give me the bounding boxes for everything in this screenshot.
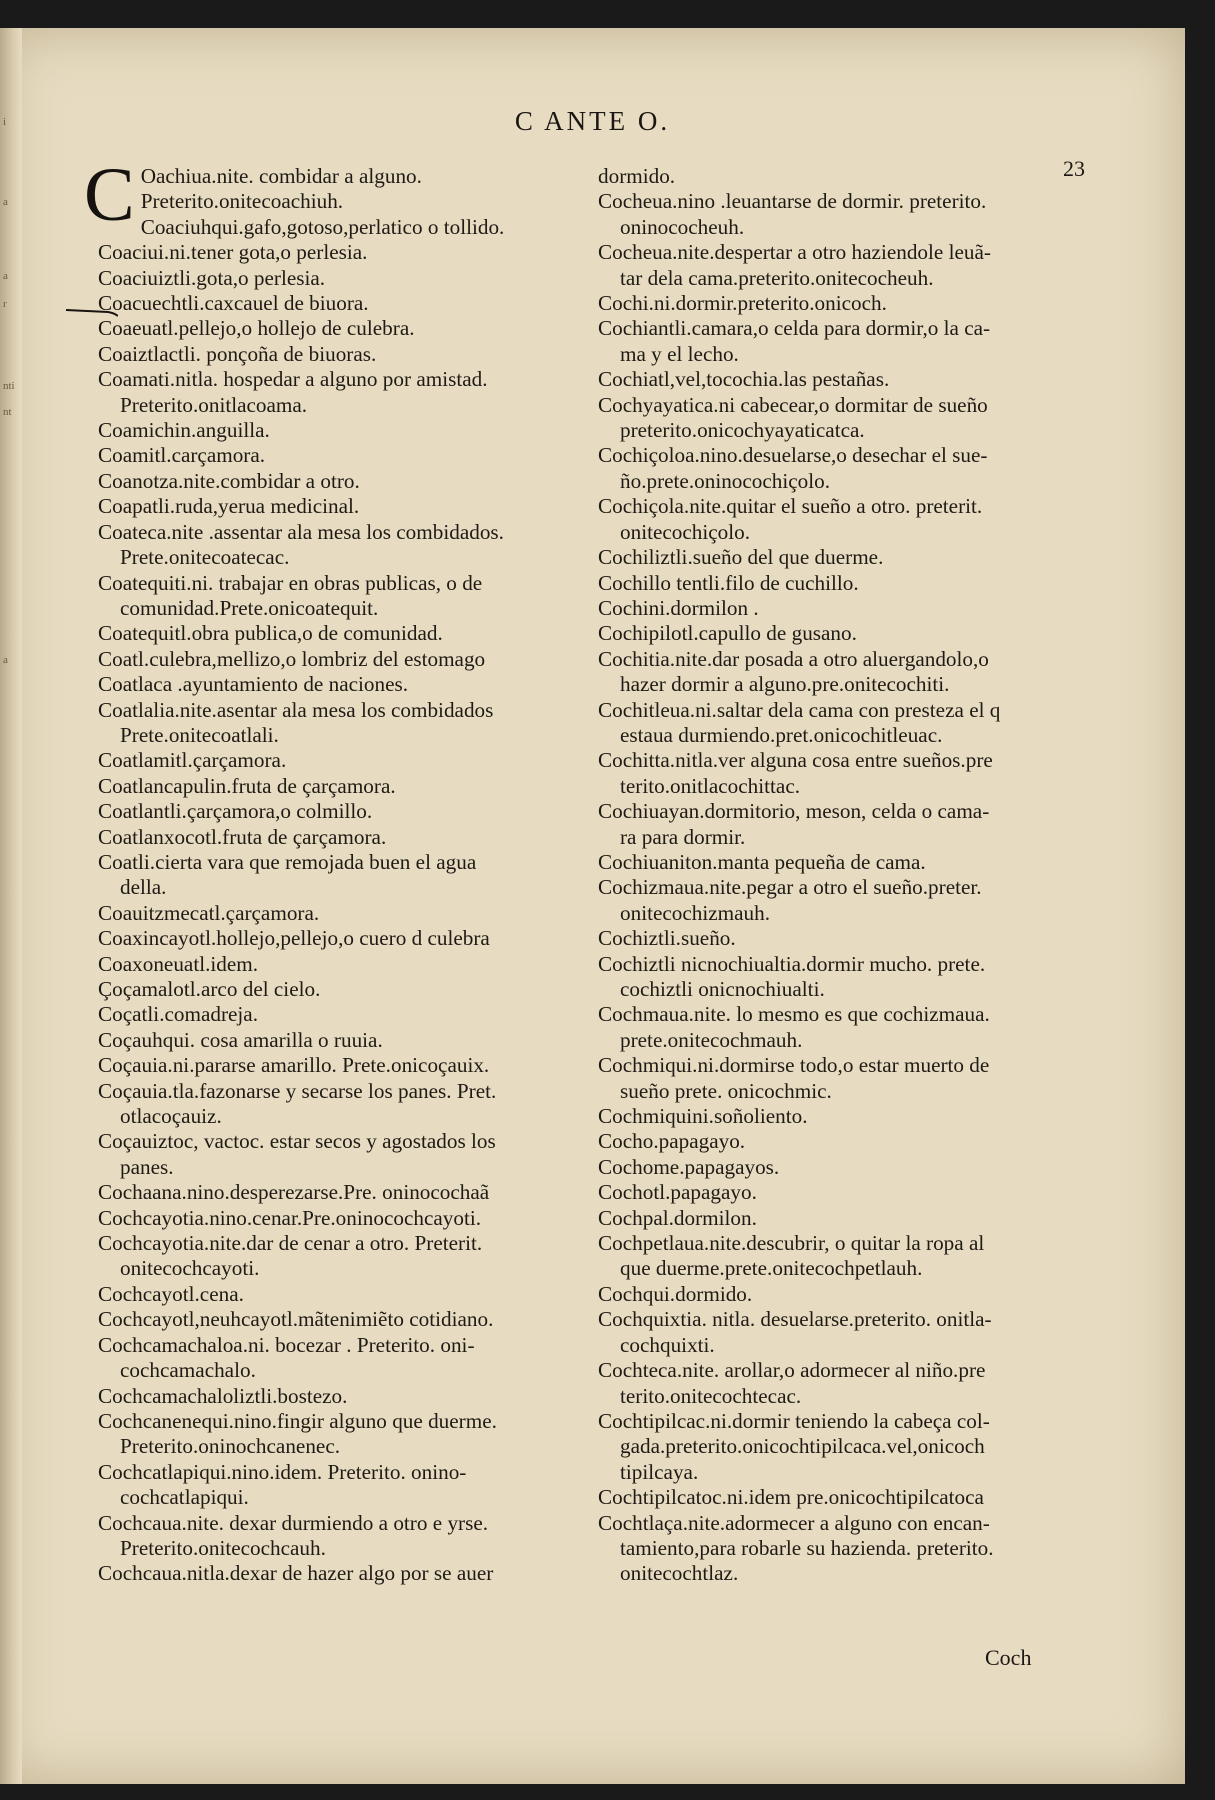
entry-continuation: onitecochcayoti.: [120, 1256, 260, 1281]
dictionary-entry: [98, 1231, 588, 1282]
dictionary-entry: [98, 266, 588, 291]
entry-continuation: gada.preterito.onicochtipilcaca.vel,onicoch: [620, 1434, 985, 1459]
entry-headline: Cochitleua.ni.saltar dela cama con presteza el q: [598, 697, 1001, 722]
entry-headline: Cochcatlapiqui.nino.idem. Preterito. onino-: [98, 1459, 467, 1484]
entry-continuation: tamiento,para robarle su hazienda. preterito.: [620, 1535, 994, 1560]
entry-continuation: que duerme.prete.onitecochpetlauh.: [620, 1256, 923, 1281]
entry-headline: Coamitl.carçamora.: [98, 443, 266, 468]
dictionary-entry: [598, 596, 1076, 621]
dictionary-entry: [98, 494, 588, 519]
dictionary-entry: [98, 316, 588, 341]
dictionary-entry: [98, 1002, 588, 1027]
dictionary-entry: [98, 952, 588, 977]
dictionary-entry: [98, 342, 588, 367]
entry-headline: Cocheua.nino .leuantarse de dormir. preterito.: [598, 189, 987, 214]
entry-headline: Coçauhqui. cosa amarilla o ruuia.: [98, 1027, 383, 1052]
entry-headline: Cochiliztli.sueño del que duerme.: [598, 545, 884, 570]
entry-continuation: tipilcaya.: [620, 1459, 699, 1484]
dictionary-entry: [598, 621, 1076, 646]
entry-headline: Cochiçoloa.nino.desuelarse,o desechar el sue-: [598, 443, 988, 468]
margin-fragment: nti: [3, 380, 15, 392]
entry-headline: Cochtipilcac.ni.dormir teniendo la cabeça col-: [598, 1408, 990, 1433]
catchword: Coch: [985, 1645, 1032, 1670]
dictionary-entry: [598, 545, 1076, 570]
entry-headline: Cocho.papagayo.: [598, 1129, 746, 1154]
entry-headline: Cochyayatica.ni cabecear,o dormitar de sueño: [598, 392, 988, 417]
dictionary-entry: [98, 850, 588, 901]
dictionary-entry: [598, 1180, 1076, 1205]
entry-continuation: comunidad.Prete.onicoatequit.: [120, 595, 379, 620]
dictionary-entry: [598, 1155, 1076, 1180]
margin-fragment: nt: [3, 406, 12, 418]
dictionary-entry: [98, 799, 588, 824]
dictionary-entry: [98, 1180, 588, 1205]
entry-continuation: ra para dormir.: [620, 824, 746, 849]
entry-continuation: preterito.onicochyayaticatca.: [620, 418, 865, 443]
entry-continuation: otlacoçauiz.: [120, 1104, 222, 1129]
entry-headline: Cochcayotia.nite.dar de cenar a otro. Preterit.: [98, 1231, 483, 1256]
entry-headline: Cochcaua.nite. dexar durmiendo a otro e yrse.: [98, 1510, 489, 1535]
entry-headline: Cochiçola.nite.quitar el sueño a otro. preterit.: [598, 494, 983, 519]
entry-continuation: hazer dormir a alguno.pre.onitecochiti.: [620, 672, 950, 697]
page-gutter: [0, 28, 22, 1784]
entry-headline: Coaxoneuatl.idem.: [98, 951, 259, 976]
dictionary-entry: [98, 1206, 588, 1231]
entry-continuation: cochcamachalo.: [120, 1358, 256, 1383]
entry-headline: Cochqui.dormido.: [598, 1281, 753, 1306]
dictionary-entry: [98, 774, 588, 799]
entry-continuation: Preterito.onitlacoama.: [120, 392, 308, 417]
dictionary-entry: [98, 1511, 588, 1562]
entry-headline: Cochteca.nite. arollar,o adormecer al niño.pre: [598, 1358, 986, 1383]
dictionary-entry: [98, 825, 588, 850]
entry-continuation: panes.: [120, 1154, 174, 1179]
entry-headline: Cochiuaniton.manta pequeña de cama.: [598, 849, 926, 874]
entry-headline: Cochmiquini.soñoliento.: [598, 1104, 808, 1129]
entry-headline: Coatlanxocotl.fruta de çarçamora.: [98, 824, 387, 849]
margin-fragment: a: [3, 654, 8, 666]
entry-headline: Coanotza.nite.combidar a otro.: [98, 468, 360, 493]
entry-continuation: oninococheuh.: [620, 214, 745, 239]
drop-cap-initial: C: [84, 153, 135, 237]
entry-headline: Coaxincayotl.hollejo,pellejo,o cuero d culebra: [98, 926, 490, 951]
entry-headline: Cochitta.nitla.ver alguna cosa entre sueños.pre: [598, 748, 993, 773]
entry-continuation: cochcatlapiqui.: [120, 1485, 249, 1510]
entry-headline: Coatlantli.çarçamora,o colmillo.: [98, 799, 373, 824]
dictionary-entry: [98, 748, 588, 773]
entry-headline: Cochtlaça.nite.adormecer a alguno con encan-: [598, 1510, 990, 1535]
entry-headline: Coçauia.ni.pararse amarillo. Prete.onicoçauix.: [98, 1053, 490, 1078]
dictionary-entry: [98, 1561, 588, 1586]
dictionary-entry: [598, 1002, 1076, 1053]
entry-continuation: prete.onitecochmauh.: [620, 1027, 803, 1052]
entry-continuation: onitecochizmauh.: [620, 900, 771, 925]
margin-fragment: a: [3, 270, 8, 282]
entry-continuation: Prete.onitecoatlali.: [120, 722, 279, 747]
entry-headline: Cochcanenequi.nino.fingir alguno que duerme.: [98, 1408, 497, 1433]
dictionary-entry: [98, 1079, 588, 1130]
dictionary-entry: [98, 1028, 588, 1053]
dictionary-entry: [98, 977, 588, 1002]
entry-headline: Cocheua.nite.despertar a otro haziendole leuã-: [598, 240, 991, 265]
entry-headline: Coatequiti.ni. trabajar en obras publicas, o de: [98, 570, 483, 595]
entry-headline: Coatlancapulin.fruta de çarçamora.: [98, 773, 396, 798]
entry-headline: Oachiua.nite. combidar a alguno.: [140, 164, 422, 188]
entry-headline: Cochpetlaua.nite.descubrir, o quitar la ropa al: [598, 1231, 985, 1256]
dictionary-entry: [598, 494, 1076, 545]
dictionary-entry: [598, 316, 1076, 367]
entry-headline: Cochtipilcatoc.ni.idem pre.onicochtipilcatoca: [598, 1485, 984, 1510]
entry-headline: Cochipilotl.capullo de gusano.: [598, 621, 857, 646]
dictionary-entry: [598, 164, 1076, 189]
dictionary-entry: [598, 240, 1076, 291]
entry-headline: Cochcaua.nitla.dexar de hazer algo por se auer: [98, 1561, 494, 1586]
entry-headline: Cochiuayan.dormitorio, meson, celda o cama-: [598, 799, 990, 824]
entry-headline: Coamati.nitla. hospedar a alguno por amistad.: [98, 367, 488, 392]
dictionary-entry: [598, 1206, 1076, 1231]
dictionary-entry: [98, 672, 588, 697]
dictionary-entry: [98, 1307, 588, 1332]
dictionary-entry: [98, 291, 588, 316]
entry-headline: Coamichin.anguilla.: [98, 418, 270, 443]
entry-headline: Coaciuhqui.gafo,gotoso,perlatico o tollido.: [140, 214, 505, 239]
dictionary-entry: [98, 1384, 588, 1409]
entry-continuation: tar dela cama.preterito.onitecocheuh.: [620, 265, 934, 290]
entry-headline: Coaciuiztli.gota,o perlesia.: [98, 265, 326, 290]
entry-continuation: Preterito.onitecochcauh.: [120, 1535, 326, 1560]
dictionary-entry: [98, 1409, 588, 1460]
entry-headline: Cochiantli.camara,o celda para dormir,o la ca-: [598, 316, 991, 341]
entry-headline: Cochquixtia. nitla. desuelarse.preterito. onitla-: [598, 1307, 992, 1332]
entry-headline: Coatequitl.obra publica,o de comunidad.: [98, 621, 443, 646]
entry-continuation: ma y el lecho.: [620, 341, 739, 366]
dictionary-entry: [98, 1053, 588, 1078]
entry-headline: Coacuechtli.caxcauel de biuora.: [98, 291, 369, 316]
entry-headline: Cochillo tentli.filo de cuchillo.: [598, 570, 859, 595]
entry-headline: Coatlalia.nite.asentar ala mesa los combidados: [98, 697, 494, 722]
dictionary-entry: [598, 1409, 1076, 1485]
dictionary-entry: [598, 189, 1076, 240]
dictionary-entry: [98, 647, 588, 672]
dictionary-entry: [598, 1129, 1076, 1154]
entry-headline: Coauitzmecatl.çarçamora.: [98, 900, 320, 925]
left-column: [84, 153, 588, 1587]
entry-continuation: Preterito.onitecoachiuh.: [140, 189, 344, 214]
right-column: [598, 164, 1076, 1587]
dictionary-entry: [598, 1358, 1076, 1409]
dictionary-entry: [98, 418, 588, 443]
dictionary-entry: [598, 1282, 1076, 1307]
dictionary-entry: [98, 215, 588, 240]
entry-continuation: ño.prete.oninocochiçolo.: [620, 468, 831, 493]
entry-headline: Cochmaua.nite. lo mesmo es que cochizmaua.: [598, 1002, 990, 1027]
dictionary-entry: [598, 850, 1076, 875]
entry-headline: Coatlamitl.çarçamora.: [98, 748, 287, 773]
entry-headline: Coatli.cierta vara que remojada buen el agua: [98, 849, 477, 874]
dictionary-entry: [98, 621, 588, 646]
dictionary-entry: [598, 1485, 1076, 1510]
entry-continuation: Prete.onitecoatecac.: [120, 545, 290, 570]
dictionary-entry: [98, 901, 588, 926]
entry-headline: Cochpal.dormilon.: [598, 1205, 757, 1230]
entry-headline: Cochiztli.sueño.: [598, 926, 736, 951]
entry-headline: Coçauia.tla.fazonarse y secarse los panes. Pret.: [98, 1078, 497, 1103]
entry-continuation: estaua durmiendo.pret.onicochitleuac.: [620, 722, 943, 747]
entry-headline: Coatl.culebra,mellizo,o lombriz del estomago: [98, 646, 486, 671]
dictionary-entry: [98, 571, 588, 622]
entry-headline: Cochi.ni.dormir.preterito.onicoch.: [598, 291, 887, 316]
margin-fragment: a: [3, 196, 8, 208]
dictionary-entry: [98, 520, 588, 571]
entry-headline: Cochizmaua.nite.pegar a otro el sueño.preter.: [598, 875, 982, 900]
entry-headline: Coçatli.comadreja.: [98, 1002, 259, 1027]
entry-continuation: cochquixti.: [620, 1332, 715, 1357]
entry-headline: Cochcayotl,neuhcayotl.mãtenimiẽto cotidiano.: [98, 1307, 494, 1332]
entry-headline: Cochiztli nicnochiualtia.dormir mucho. prete.: [598, 951, 986, 976]
dictionary-entry: [98, 367, 588, 418]
dictionary-entry: [98, 1460, 588, 1511]
margin-fragment: r: [3, 298, 7, 310]
entry-headline: Coapatli.ruda,yerua medicinal.: [98, 494, 360, 519]
dictionary-entry: [598, 952, 1076, 1003]
dictionary-entry: [598, 647, 1076, 698]
entry-headline: dormido.: [598, 164, 676, 188]
entry-headline: Coaeuatl.pellejo,o hollejo de culebra.: [98, 316, 415, 341]
dictionary-entry: [598, 1104, 1076, 1129]
dictionary-entry: [98, 469, 588, 494]
dictionary-entry: [598, 1053, 1076, 1104]
dictionary-entry: [598, 1511, 1076, 1587]
entry-headline: Cochcayotl.cena.: [98, 1281, 244, 1306]
entry-headline: Coaiztlactli. ponçoña de biuoras.: [98, 341, 377, 366]
dictionary-entry: [598, 1231, 1076, 1282]
entry-headline: Cochaana.nino.desperezarse.Pre. oninocochaã: [98, 1180, 490, 1205]
dictionary-entry: [598, 875, 1076, 926]
entry-continuation: Preterito.oninochcanenec.: [120, 1434, 341, 1459]
entry-headline: Coçauiztoc, vactoc. estar secos y agostados los: [98, 1129, 496, 1154]
entry-headline: Coatlaca .ayuntamiento de naciones.: [98, 672, 409, 697]
entry-headline: Cochcamachaloliztli.bostezo.: [98, 1383, 348, 1408]
entry-headline: Cochotl.papagayo.: [598, 1180, 757, 1205]
running-head: C ANTE O.: [514, 106, 671, 136]
entry-headline: Cochmiqui.ni.dormirse todo,o estar muerto de: [598, 1053, 990, 1078]
entry-continuation: cochiztli onicnochiualti.: [620, 977, 825, 1001]
dictionary-entry: [98, 1333, 588, 1384]
entry-headline: Cochcayotia.nino.cenar.Pre.oninocochcayoti.: [98, 1205, 482, 1230]
entry-continuation: terito.onitecochtecac.: [620, 1383, 802, 1408]
dictionary-entry: [598, 367, 1076, 392]
dictionary-entry: [598, 393, 1076, 444]
dictionary-entry: [598, 698, 1076, 749]
dictionary-entry: [98, 1282, 588, 1307]
entry-headline: Cochiatl,vel,tocochia.las pestañas.: [598, 367, 890, 392]
entry-headline: Cochome.papagayos.: [598, 1154, 780, 1179]
dictionary-entry: [98, 443, 588, 468]
dictionary-entry: [598, 571, 1076, 596]
entry-continuation: onitecochiçolo.: [620, 519, 751, 544]
dictionary-entry: [598, 799, 1076, 850]
book-page: [0, 28, 1185, 1784]
entry-headline: Cochini.dormilon .: [598, 595, 759, 620]
margin-fragment: i: [3, 116, 7, 128]
dictionary-entry: [98, 1129, 588, 1180]
dictionary-entry: [598, 1307, 1076, 1358]
dictionary-entry: [598, 443, 1076, 494]
dictionary-entry: [598, 926, 1076, 951]
dictionary-entry: [98, 698, 588, 749]
entry-continuation: della.: [120, 875, 167, 900]
entry-headline: Coaciui.ni.tener gota,o perlesia.: [98, 240, 368, 265]
dictionary-entry: [98, 240, 588, 265]
folio-number: 23: [1063, 156, 1085, 181]
entry-continuation: onitecochtlaz.: [620, 1561, 739, 1586]
entry-headline: Cochitia.nite.dar posada a otro aluergandolo,o: [598, 646, 989, 671]
dictionary-entry: [98, 926, 588, 951]
dictionary-entry: [598, 291, 1076, 316]
entry-continuation: sueño prete. onicochmic.: [620, 1078, 832, 1103]
entry-headline: Coateca.nite .assentar ala mesa los combidados.: [98, 519, 504, 544]
dictionary-entry: [598, 748, 1076, 799]
entry-headline: Çoçamalotl.arco del cielo.: [98, 977, 321, 1001]
entry-continuation: terito.onitlacochittac.: [620, 773, 801, 798]
entry-headline: Cochcamachaloa.ni. bocezar . Preterito. oni-: [98, 1332, 475, 1357]
